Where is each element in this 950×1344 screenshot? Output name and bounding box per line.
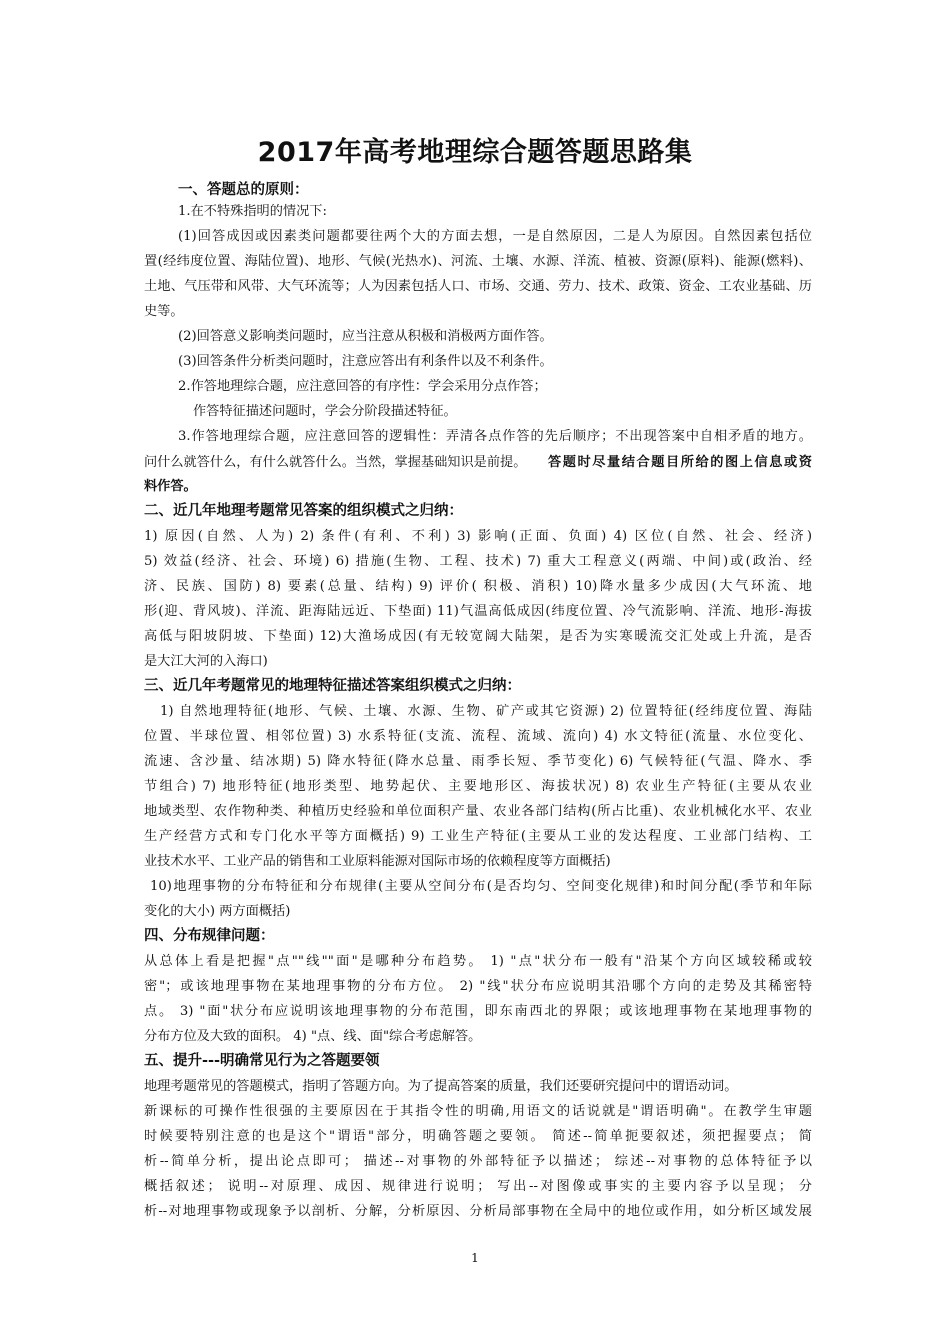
paragraph-line: 土地、气压带和风带、大气环流等；人为因素包括人口、市场、交通、劳力、技术、政策、资金、工农业基础、历 xyxy=(144,279,812,294)
paragraph-line: 是大江大河的入海口) xyxy=(144,654,268,669)
paragraph-line: (3)回答条件分析类问题时，注意应答出有利条件以及不利条件。 xyxy=(178,354,553,369)
paragraph-line: 地域类型、农作物种类、种植历史经验和单位面积产量、农业各部门结构(所占比重)、农业机械化水平、农业 xyxy=(144,804,812,819)
paragraph-line: 2.作答地理综合题，应注意回答的有序性：学会采用分点作答； xyxy=(178,379,547,394)
paragraph-line: 点。 3) "面"状分布应说明该地理事物的分布范围，即东南西北的界限；或该地理事物在某地理事物的 xyxy=(144,1004,812,1019)
paragraph-line: 高低与阳坡阴坡、下垫面) 12)大渔场成因(有无较宽阔大陆架，是否为实寒暖流交汇处或上升流，是否 xyxy=(144,629,812,644)
paragraph-line: 业技术水平、工业产品的销售和工业原料能源对国际市场的依赖程度等方面概括) xyxy=(144,854,611,869)
section-heading-2: 二、近几年地理考题常见答案的组织模式之归纳： xyxy=(144,503,463,519)
paragraph-line: 1.在不特殊指明的情况下: xyxy=(178,204,327,219)
page-number: 1 xyxy=(471,1251,479,1265)
paragraph-line: 问什么就答什么，有什么就答什么。当然，掌握基础知识是前提。 xyxy=(144,455,527,470)
paragraph-line: 作答特征描述问题时，学会分阶段描述特征。 xyxy=(193,404,457,419)
paragraph-line: 史等。 xyxy=(144,304,184,319)
paragraph-line: 形(迎、背风坡)、洋流、距海陆远近、下垫面) 11)气温高低成因(纬度位置、冷气流影响、洋流、地形-海拔 xyxy=(144,604,812,619)
paragraph-line: 10)地理事物的分布特征和分布规律(主要从空间分布(是否均匀、空间变化规律)和时间分配(季节和年际 xyxy=(150,879,812,894)
paragraph-line: (1)回答成因或因素类问题都要往两个大的方面去想，一是自然原因，二是人为原因。自然因素包括位 xyxy=(178,229,812,244)
paragraph-line: 析--简单分析，提出论点即可； 描述--对事物的外部特征予以描述； 综述--对事物的总体特征予以 xyxy=(144,1154,812,1169)
paragraph-line: 节组合) 7) 地形特征(地形类型、地势起伏、主要地形区、海拔状况) 8) 农业生产特征(主要从农业 xyxy=(144,779,812,794)
paragraph-line: 从总体上看是把握"点""线""面"是哪种分布趋势。 1) "点"状分布一般有"沿某个方向区域较稀或较 xyxy=(144,954,812,969)
paragraph-line: 3.作答地理综合题，应注意回答的逻辑性：弄清各点作答的先后顺序；不出现答案中自相矛盾的地方。 xyxy=(178,429,812,444)
paragraph-line: 位置、半球位置、相邻位置) 3) 水系特征(支流、流程、流域、流向) 4) 水文特征(流量、水位变化、 xyxy=(144,729,812,744)
paragraph-line: 时候要特别注意的也是这个"谓语"部分，明确答题之要领。 简述--简单扼要叙述，须把握要点； 简 xyxy=(144,1129,812,1144)
paragraph-line: 变化的大小) 两方面概括) xyxy=(144,904,291,919)
paragraph-line: 密"；或该地理事物在某地理事物的分布方位。 2) "线"状分布应说明其沿哪个方向的走势及其稀密特 xyxy=(144,979,812,994)
paragraph-line: 5) 效益(经济、社会、环境) 6) 措施(生物、工程、技术) 7) 重大工程意义(两端、中间)或(政治、经 xyxy=(144,554,812,569)
paragraph-line: 1) 原因(自然、人为) 2) 条件(有利、不利) 3) 影响(正面、负面) 4) 区位(自然、社会、经济) xyxy=(144,529,812,544)
section-heading-1: 一、答题总的原则： xyxy=(178,182,309,198)
paragraph-line: 地理考题常见的答题模式，指明了答题方向。为了提高答案的质量，我们还要研究提问中的谓语动词。 xyxy=(144,1079,738,1094)
document-title: 2017年高考地理综合题答题思路集 xyxy=(257,137,693,168)
paragraph-line: 生产经营方式和专门化水平等方面概括) 9) 工业生产特征(主要从工业的发达程度、工业部门结构、工 xyxy=(144,829,812,844)
paragraph-line: 流速、含沙量、结冰期) 5) 降水特征(降水总量、雨季长短、季节变化) 6) 气候特征(气温、降水、季 xyxy=(144,754,812,769)
paragraph-line: 置(经纬度位置、海陆位置)、地形、气候(光热水)、河流、土壤、水源、洋流、植被、资源(原料)、能源(燃料)、 xyxy=(144,254,812,269)
paragraph-line: 析--对地理事物或现象予以剖析、分解，分析原因、分析局部事物在全局中的地位或作用，如分析区域发展 xyxy=(144,1204,812,1219)
section-heading-5: 五、提升---明确常见行为之答题要领 xyxy=(144,1053,380,1069)
section-heading-3: 三、近几年考题常见的地理特征描述答案组织模式之归纳： xyxy=(144,678,521,694)
paragraph-line: 1) 自然地理特征(地形、气候、土壤、水源、生物、矿产或其它资源) 2) 位置特征(经纬度位置、海陆 xyxy=(160,704,812,719)
paragraph-line: 分布方位及大致的面积。 4) "点、线、面"综合考虑解答。 xyxy=(144,1029,482,1044)
paragraph-line: 济、民族、国防) 8) 要素(总量、结构) 9) 评价( 积极、消积) 10)降水量多少成因(大气环流、地 xyxy=(144,579,812,594)
section-heading-4: 四、分布规律问题： xyxy=(144,928,275,944)
paragraph-line: 概括叙述； 说明--对原理、成因、规律进行说明； 写出--对图像或事实的主要内容予以呈现； 分 xyxy=(144,1179,812,1194)
paragraph-line: 新课标的可操作性很强的主要原因在于其指令性的明确,用语文的话说就是"谓语明确"。在教学生审题 xyxy=(144,1104,812,1119)
emphasis-text: 答题时尽量结合题目所给的图上信息或资 xyxy=(548,455,812,470)
emphasis-text: 料作答。 xyxy=(144,479,197,494)
paragraph-line: (2)回答意义影响类问题时，应当注意从积极和消极两方面作答。 xyxy=(178,329,553,344)
